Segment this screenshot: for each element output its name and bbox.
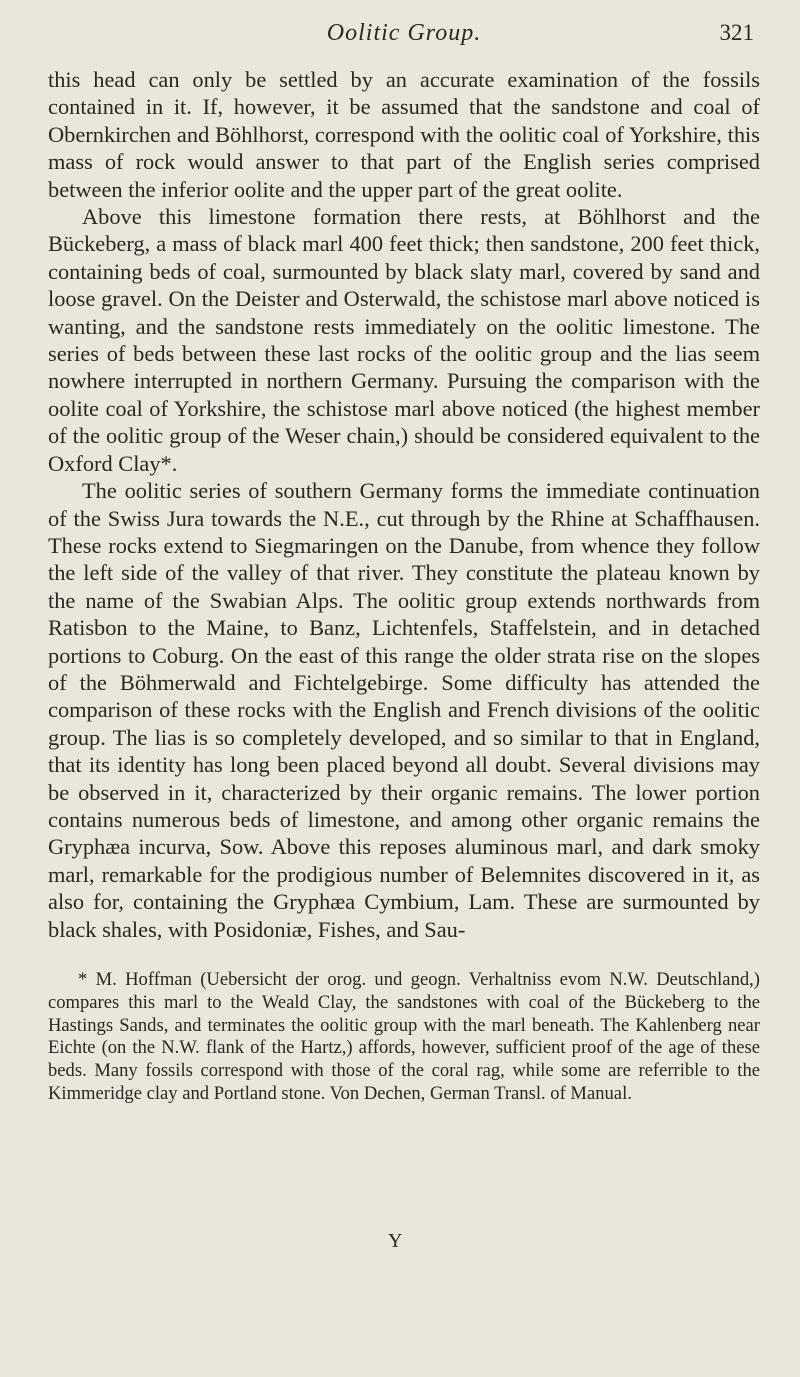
footnote <box>48 969 760 1106</box>
paragraph: Above this limestone formation there rests, at Böhlhorst and the Bückeberg, a mass of black marl 400 feet thick; then sandstone, 200 feet thick, containing beds of coal, surmounted by black slaty marl, covered by sand and loose gravel. On the Deister and Osterwald, the schistose marl above noticed is wanting, and the sandstone rests immediately on the oolitic limestone. The series of beds between these last rocks of the oolitic group and the lias seem nowhere interrupted in northern Germany. Pursuing the comparison with the oolite coal of Yorkshire, the schistose marl above noticed (the highest member of the oolitic group of the Weser chain,) should be considered equivalent to the Oxford Clay*. <box>48 204 760 476</box>
page-number: 321 <box>719 20 754 45</box>
page-header <box>48 0 760 66</box>
paragraph: this head can only be settled by an accurate examination of the fossils contained in it. If, however, it be assumed that the sandstone and coal of Obernkirchen and Böhlhorst, correspond with the oolitic coal of Yorkshire, this mass of rock would answer to that part of the English series comprised between the inferior oolite and the upper part of the great oolite. <box>48 67 760 202</box>
paragraph: The oolitic series of southern Germany forms the immediate continuation of the Swiss Jura towards the N.E., cut through by the Rhine at Schaffhausen. These rocks extend to Siegmaringen on the Danube, from whence they follow the left side of the valley of that river. They constitute the plateau known by the name of the Swabian Alps. The oolitic group extends northwards from Ratisbon to the Maine, to Banz, Lichtenfels, Staffelstein, and in detached portions to Coburg. On the east of this range the older strata rise on the slopes of the Böhmerwald and Fichtelgebirge. Some difficulty has attended the comparison of these rocks with the English and French divisions of the oolitic group. The lias is so completely developed, and so similar to that in England, that its identity has long been placed beyond all doubt. Several divisions may be observed in it, characterized by their organic remains. The lower portion contains numerous beds of limestone, and among other organic remains the Gryphæa incurva, Sow. Above this reposes aluminous marl, and dark smoky marl, remarkable for the prodigious number of Belemnites discovered in it, as also for, containing the Gryphæa Cymbium, Lam. These are surmounted by black shales, with Posidoniæ, Fishes, and Sau- <box>48 478 760 942</box>
footnote-text: * M. Hoffman (Uebersicht der orog. und geogn. Verhaltniss evom N.W. Deutschland,) compares this marl to the Weald Clay, the sandstones with coal of the Bückeberg to the Hastings Sands, and terminates the oolitic group with the marl beneath. The Kahlenberg near Eichte (on the N.W. flank of the Hartz,) affords, however, sufficient proof of the age of these beds. Many fossils correspond with those of the coral rag, while some are referrible to the Kimmeridge clay and Portland stone. Von Dechen, German Transl. of Manual. <box>48 969 760 1104</box>
signature-mark: Y <box>388 1230 403 1252</box>
body-text <box>48 66 760 943</box>
running-title: Oolitic Group. <box>326 20 482 46</box>
